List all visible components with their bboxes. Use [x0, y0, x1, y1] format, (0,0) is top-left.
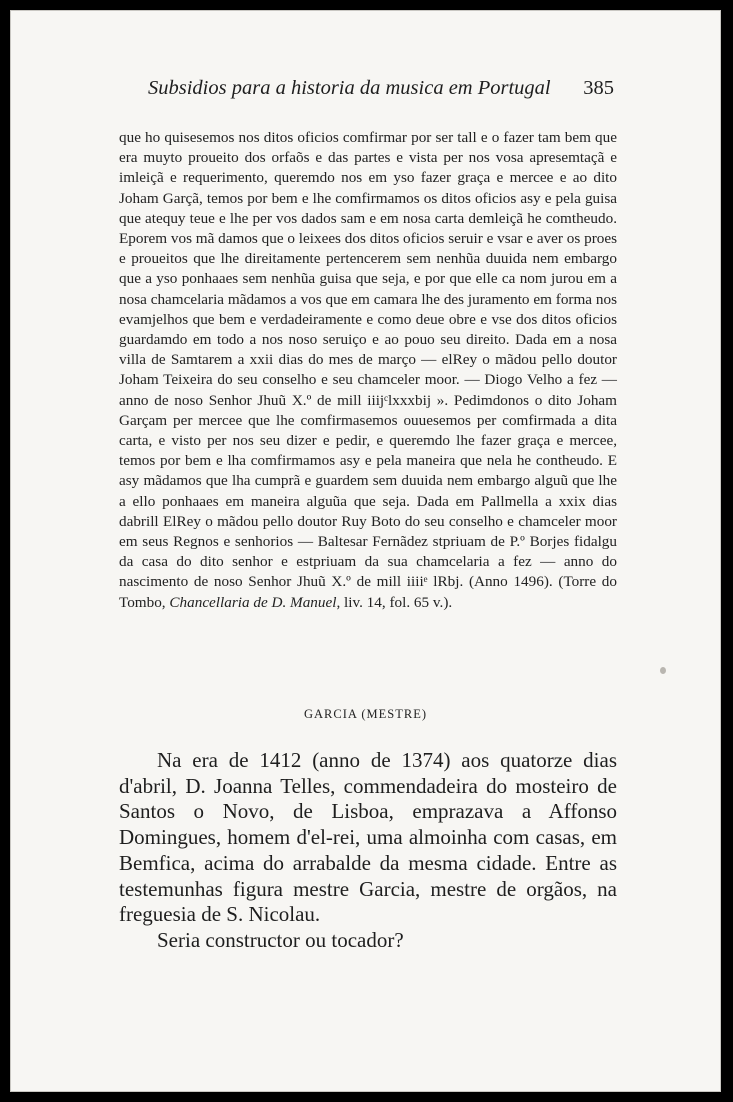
- document-text: que ho quisesemos nos ditos oficios comfirmar por ser tall e o fazer tam bem que era muyto proueito dos orfaõs e das partes e vista per nos vosa apresemtaçã e imleiçã e requerimento, queremdo nos em yso fazer graça e mercee e ao dito Joham Garçã, temos por bem e lhe comfirmamos os ditos oficios asy e pela guisa que atequy teue e lhe per vos dados sam e em nosa carta demleiçã he comtheudo. Eporem vos mã damos que o leixees dos ditos oficios seruir e vsar e aver os proes e proueitos que lhe direitamente pertencerem sem nenhũa duuida nem embargo que a yso ponhaaes sem nenhũa guisa que seja, e por que elle ca nom jurou em a nosa chamcelaria mãdamos a vos que em camara lhe des juramento em forma nos evamjelhos que bem e verdadeiramente e como deue obre e vse dos ditos oficios guardamdo em todo a nos noso seruiço e ao pouo seu direito. Dada em a nosa villa de Samtarem a xxii dias do mes de março — elRey o mãdou pello doutor Joham Teixeira do seu conselho e seu chamceler moor. — Diogo Velho a fez — anno de noso Senhor Jhuũ X.º de mill iiijᶜlxxxbij ». Pedimdonos o dito Joham Garçam per mercee que lhe comfirmasemos ouuesemos per comfirmada a dita carta, e visto per nos seu dizer e pedir, e queremdo lhe fazer graça e mercee, temos por bem e lha comfirmamos asy e pela maneira que nela he contheudo. E asy mãdamos que lha cumprã e guardem sem duuida nem embargo alguũ que lhe a ello ponhaaes em maneira alguũa que seja. Dada em Pallmella a xxix dias dabrill ElRey o mãdou pello doutor Ruy Boto do seu conselho e chamceler moor em seus Regnos e senhorios — Baltesar Fernãdez stpriuam de P.º Borjes fidalgu da casa do dito senhor e estpriuam da sua chamcelaria a fez — anno do nascimento de noso Senhor Jhuũ X.º de mill iiiiᵉ lRbj. (Anno 1496). (Torre do Tombo,: [119, 129, 617, 611]
- page-number: 385: [583, 77, 614, 99]
- ink-smudge: [660, 667, 666, 674]
- page-header: [148, 77, 614, 100]
- main-text: [119, 748, 617, 954]
- book-page: [10, 10, 721, 1092]
- running-title: Subsidios para a historia da musica em Portugal: [148, 77, 551, 99]
- document-transcription: [119, 128, 617, 613]
- main-paragraph-2: Seria constructor ou tocador?: [157, 927, 404, 952]
- main-paragraph-1: Na era de 1412 (anno de 1374) aos quatorze dias d'abril, D. Joanna Telles, commendadeira do mosteiro de Santos o Novo, de Lisboa, emprazava a Affonso Domingues, homem d'el-rei, uma almoinha com casas, em Bemfica, acima do arrabalde da mesma cidade. Entre as testemunhas figura mestre Garcia, mestre de orgãos, na freguesia de S. Nicolau.: [119, 748, 617, 927]
- section-heading: GARCIA (MESTRE): [304, 707, 427, 721]
- citation-tail: , liv. 14, fol. 65 v.).: [336, 593, 453, 611]
- citation-title: Chancellaria de D. Manuel: [169, 593, 337, 611]
- document-paragraph: [119, 128, 617, 613]
